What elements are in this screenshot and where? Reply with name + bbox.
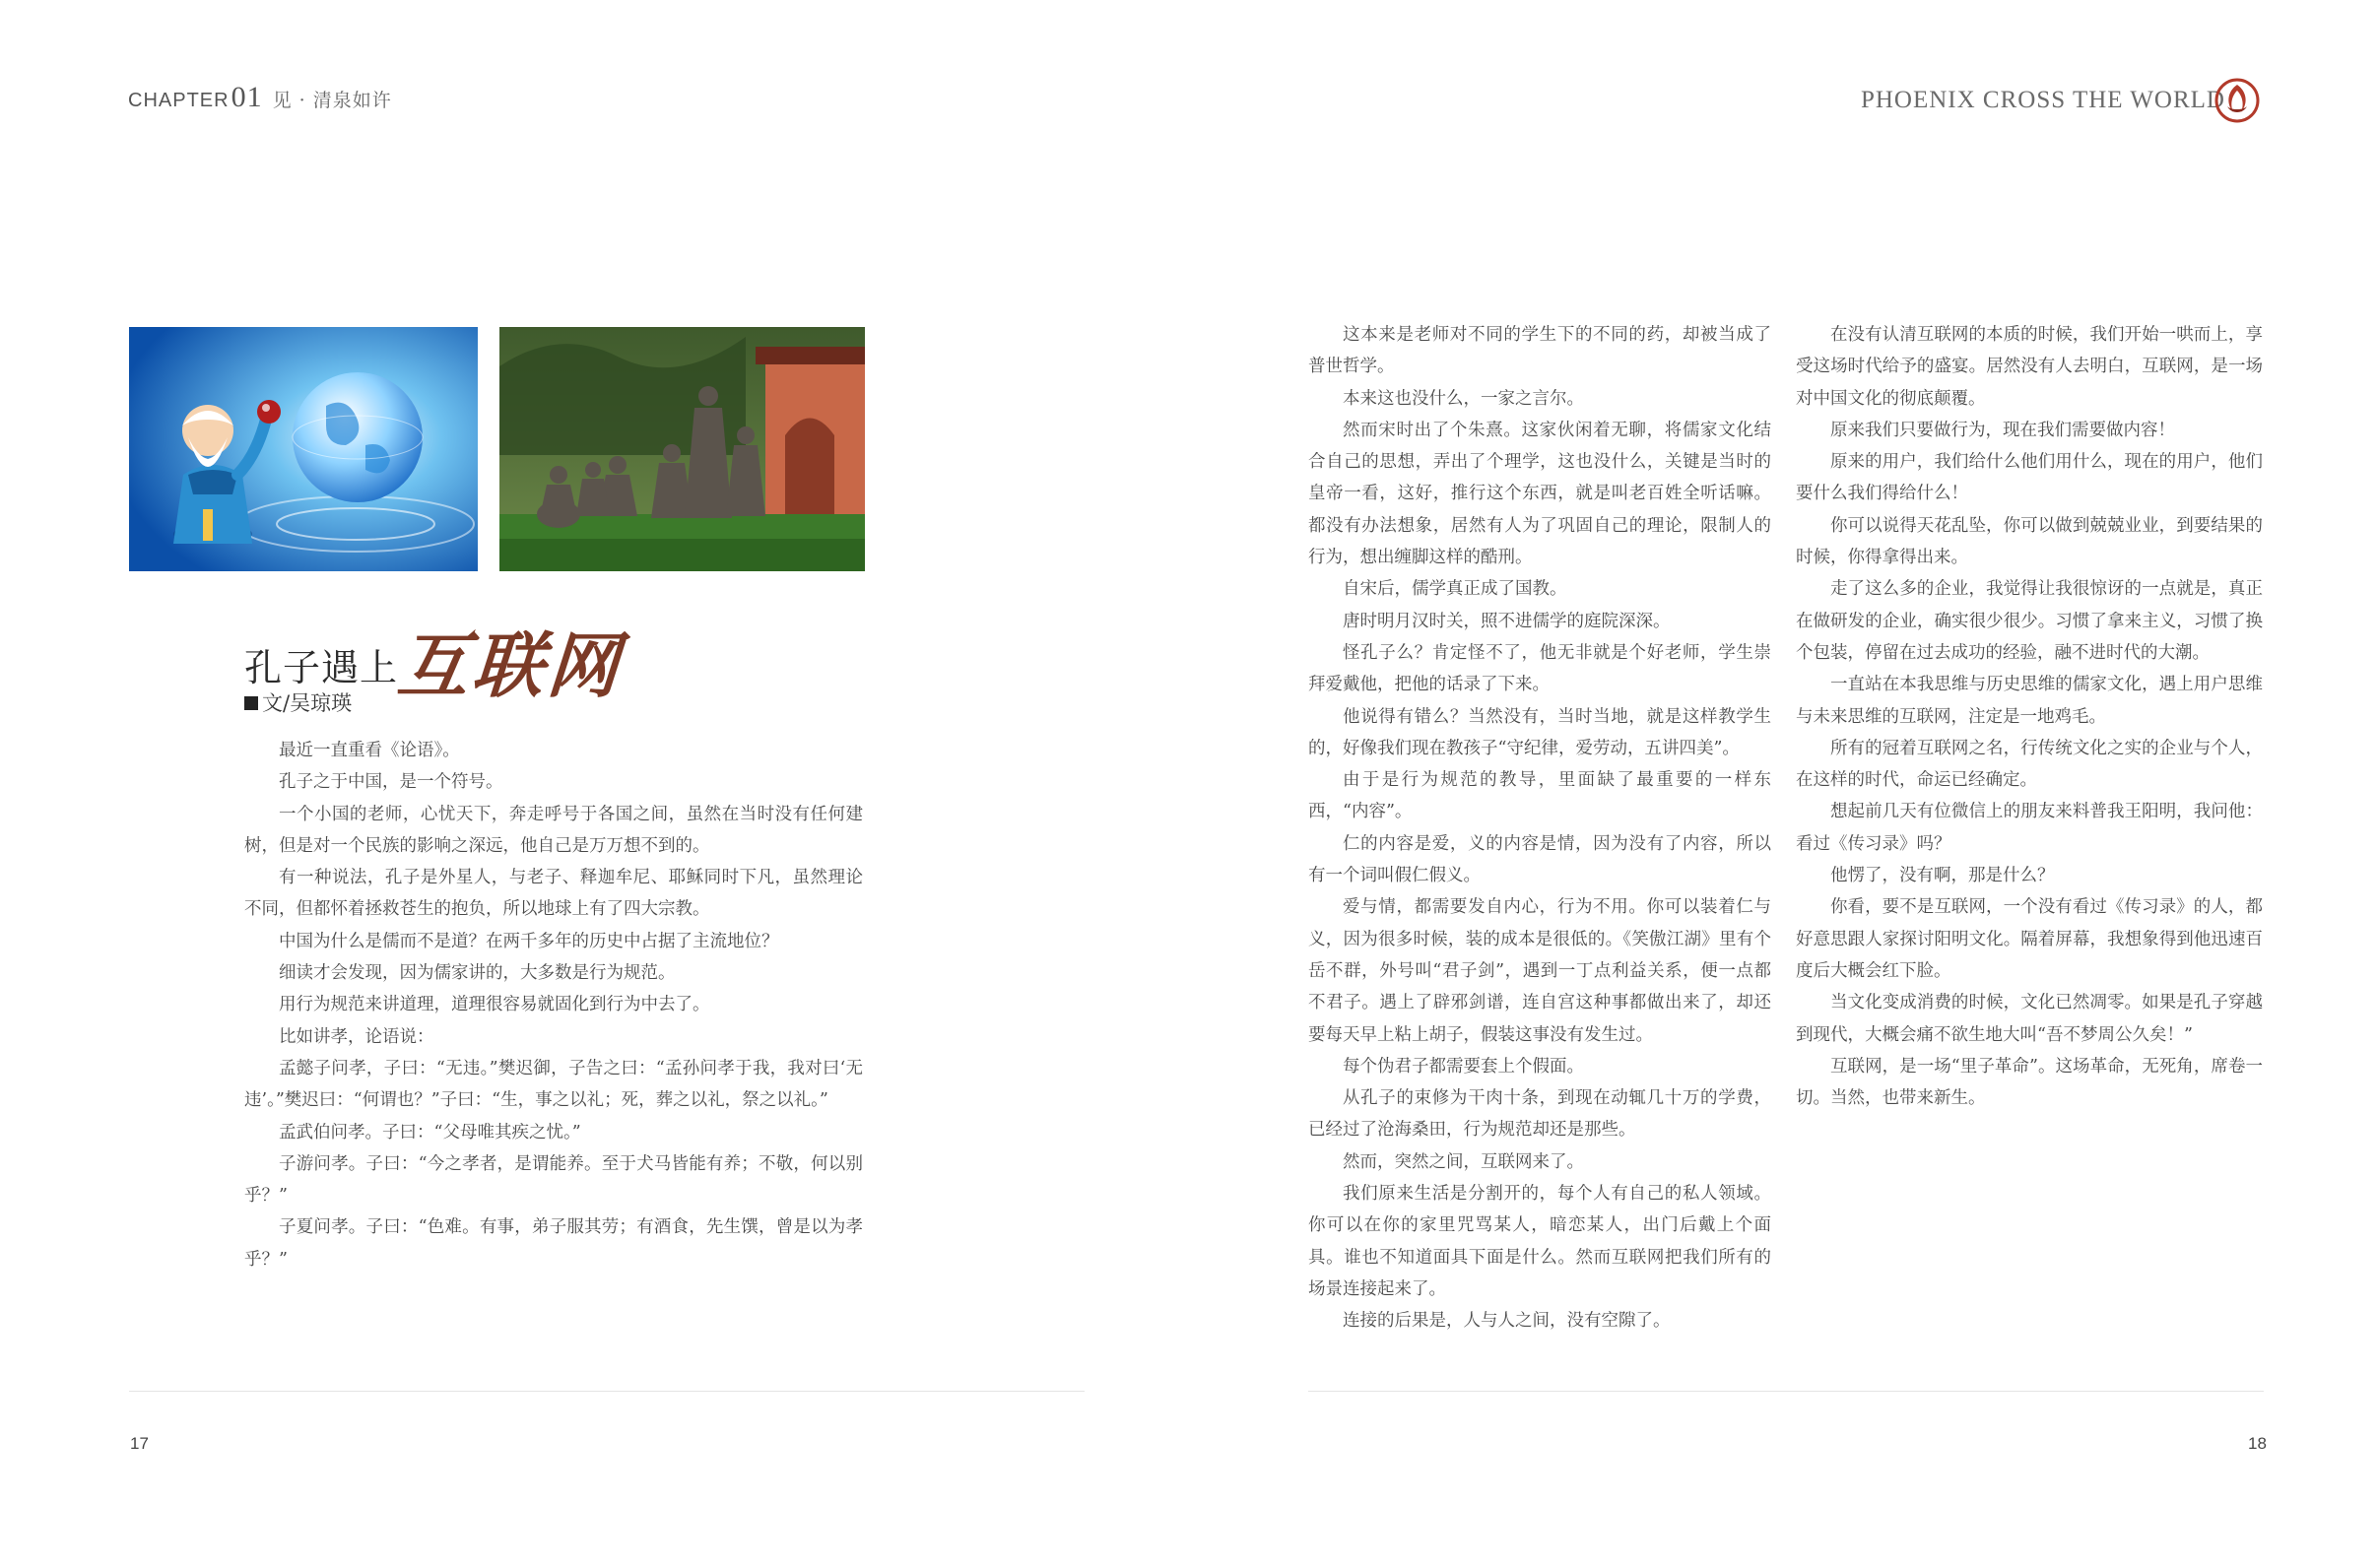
paragraph: 子游问孝。子曰：“今之孝者，是谓能养。至于犬马皆能有养；不敬，何以别乎？” <box>244 1153 863 1207</box>
paragraph: 有一种说法，孔子是外星人，与老子、释迦牟尼、耶稣同时下凡，虽然理论不同，但都怀着拯救苍生的抱负，所以地球上有了四大宗教。 <box>244 868 863 920</box>
paragraph: 然而宋时出了个朱熹。这家伙闲着无聊，将儒家文化结合自己的思想，弄出了个理学，这也没什么，关键是当时的皇帝一看，这好，推行这个东西，就是叫老百姓全听话嘛。都没有办法想象，居然有人为了巩固自己的理论，限制人的行为，想出缠脚这样的酷刑。 <box>1308 420 1771 568</box>
paragraph: 自宋后，儒学真正成了国教。 <box>1343 579 1567 600</box>
paragraph: 怪孔子么？肯定怪不了，他无非就是个好老师，学生崇拜爱戴他，把他的话录了下来。 <box>1308 642 1771 695</box>
paragraph: 你可以说得天花乱坠，你可以做到兢兢业业，到要结果的时候，你得拿得出来。 <box>1796 515 2263 568</box>
cartoon-confucius-globe-image <box>129 327 478 571</box>
paragraph: 唐时明月汉时关，照不进儒学的庭院深深。 <box>1343 611 1671 631</box>
paragraph: 比如讲孝，论语说： <box>279 1026 434 1047</box>
phoenix-logo-icon <box>2213 77 2261 124</box>
chapter-header <box>128 81 392 114</box>
paragraph: 细读才会发现，因为儒家讲的，大多数是行为规范。 <box>279 963 676 984</box>
paragraph: 由于是行为规范的教导，里面缺了最重要的一样东西，“内容”。 <box>1308 770 1771 822</box>
byline <box>244 687 352 717</box>
paragraph: 本来这也没什么，一家之言尔。 <box>1343 388 1584 409</box>
paragraph: 仁的内容是爱，义的内容是情，因为没有了内容，所以有一个词叫假仁假义。 <box>1308 833 1771 886</box>
paragraph: 走了这么多的企业，我觉得让我很惊讶的一点就是，真正在做研发的企业，确实很少很少。习惯了拿来主义，习惯了换个包装，停留在过去成功的经验，融不进时代的大潮。 <box>1796 579 2263 663</box>
column-2 <box>1308 319 1771 1338</box>
paragraph: 一直站在本我思维与历史思维的儒家文化，遇上用户思维与未来思维的互联网，注定是一地鸡毛。 <box>1796 675 2263 727</box>
paragraph: 当文化变成消费的时候，文化已然凋零。如果是孔子穿越到现代，大概会痛不欲生地大叫“吾不梦周公久矣！” <box>1796 993 2263 1045</box>
article-title-plain: 孔子遇上 <box>244 646 399 689</box>
paragraph: 孟武伯问孝。子曰：“父母唯其疾之忧。” <box>279 1122 581 1143</box>
paragraph: 我们原来生活是分割开的，每个人有自己的私人领域。你可以在你的家里咒骂某人，暗恋某人，出门后戴上个面具。谁也不知道面具下面是什么。然而互联网把我们所有的场景连接起来了。 <box>1308 1184 1771 1299</box>
chapter-title: 见 · 清泉如许 <box>272 90 392 111</box>
byline-text: 文/吴琼瑛 <box>262 691 353 715</box>
paragraph: 这本来是老师对不同的学生下的不同的药，却被当成了普世哲学。 <box>1308 325 1771 377</box>
square-bullet-icon <box>244 696 258 710</box>
paragraph: 你看，要不是互联网，一个没有看过《传习录》的人，都好意思跟人家探讨阳明文化。隔着屏幕，我想象得到他迅速百度后大概会红下脸。 <box>1796 897 2263 981</box>
column-1 <box>244 735 863 1275</box>
paragraph: 中国为什么是儒而不是道？在两千多年的历史中占据了主流地位？ <box>279 931 779 951</box>
paragraph: 原来我们只要做行为，现在我们需要做内容！ <box>1830 420 2175 440</box>
column-3 <box>1796 319 2263 1114</box>
footer-divider-right <box>1308 1391 2264 1392</box>
paragraph: 从孔子的束修为干肉十条，到现在动辄几十万的学费，已经过了沧海桑田，行为规范却还是那些。 <box>1308 1088 1771 1141</box>
paragraph: 然而，突然之间，互联网来了。 <box>1343 1151 1584 1172</box>
paragraph: 用行为规范来讲道理，道理很容易就固化到行为中去了。 <box>279 995 710 1015</box>
page-number-left: 17 <box>130 1434 149 1453</box>
confucius-statues-image <box>499 327 865 571</box>
article-title-highlight: 互联网 <box>394 623 626 707</box>
paragraph: 连接的后果是，人与人之间，没有空隙了。 <box>1343 1311 1671 1332</box>
footer-divider-left <box>129 1391 1085 1392</box>
page-number-right: 18 <box>2248 1434 2267 1453</box>
paragraph: 孟懿子问孝，子曰：“无违。”樊迟御，子告之曰：“孟孙问孝于我，我对曰‘无违’。”樊迟曰：“何谓也？”子曰：“生，事之以礼；死，葬之以礼，祭之以礼。” <box>244 1058 863 1111</box>
magazine-title: PHOENIX CROSS THE WORLD <box>1860 87 2225 113</box>
paragraph: 互联网，是一场“里子革命”。这场革命，无死角，席卷一切。当然，也带来新生。 <box>1796 1056 2263 1109</box>
paragraph: 他说得有错么？当然没有，当时当地，就是这样教学生的，好像我们现在教孩子“守纪律，爱劳动，五讲四美”。 <box>1308 706 1771 758</box>
chapter-number: 01 <box>231 81 263 113</box>
paragraph: 爱与情，都需要发自内心，行为不用。你可以装着仁与义，因为很多时候，装的成本是很低的。《笑傲江湖》里有个岳不群，外号叫“君子剑”，遇到一丁点利益关系，便一点都不君子。遇上了辟邪剑谱，连自宫这种事都做出来了，却还要每天早上粘上胡子，假装这事没有发生过。 <box>1308 897 1771 1045</box>
paragraph: 他愣了，没有啊，那是什么？ <box>1830 866 2055 886</box>
paragraph: 子夏问孝。子曰：“色难。有事，弟子服其劳；有酒食，先生馔，曾是以为孝乎？” <box>244 1217 863 1270</box>
chapter-label: CHAPTER <box>128 90 230 111</box>
paragraph: 想起前几天有位微信上的朋友来料普我王阳明，我问他：看过《传习录》吗？ <box>1796 802 2263 854</box>
paragraph: 最近一直重看《论语》。 <box>279 741 460 760</box>
paragraph: 原来的用户，我们给什么他们用什么，现在的用户，他们要什么我们得给什么！ <box>1796 452 2263 504</box>
paragraph: 每个伪君子都需要套上个假面。 <box>1343 1056 1584 1077</box>
paragraph: 在没有认清互联网的本质的时候，我们开始一哄而上，享受这场时代给予的盛宴。居然没有人去明白，互联网，是一场对中国文化的彻底颠覆。 <box>1796 325 2263 409</box>
paragraph: 一个小国的老师，心忧天下，奔走呼号于各国之间，虽然在当时没有任何建树，但是对一个民族的影响之深远，他自己是万万想不到的。 <box>244 804 863 856</box>
paragraph: 孔子之于中国，是一个符号。 <box>279 772 503 793</box>
paragraph: 所有的冠着互联网之名，行传统文化之实的企业与个人，在这样的时代，命运已经确定。 <box>1796 738 2263 791</box>
